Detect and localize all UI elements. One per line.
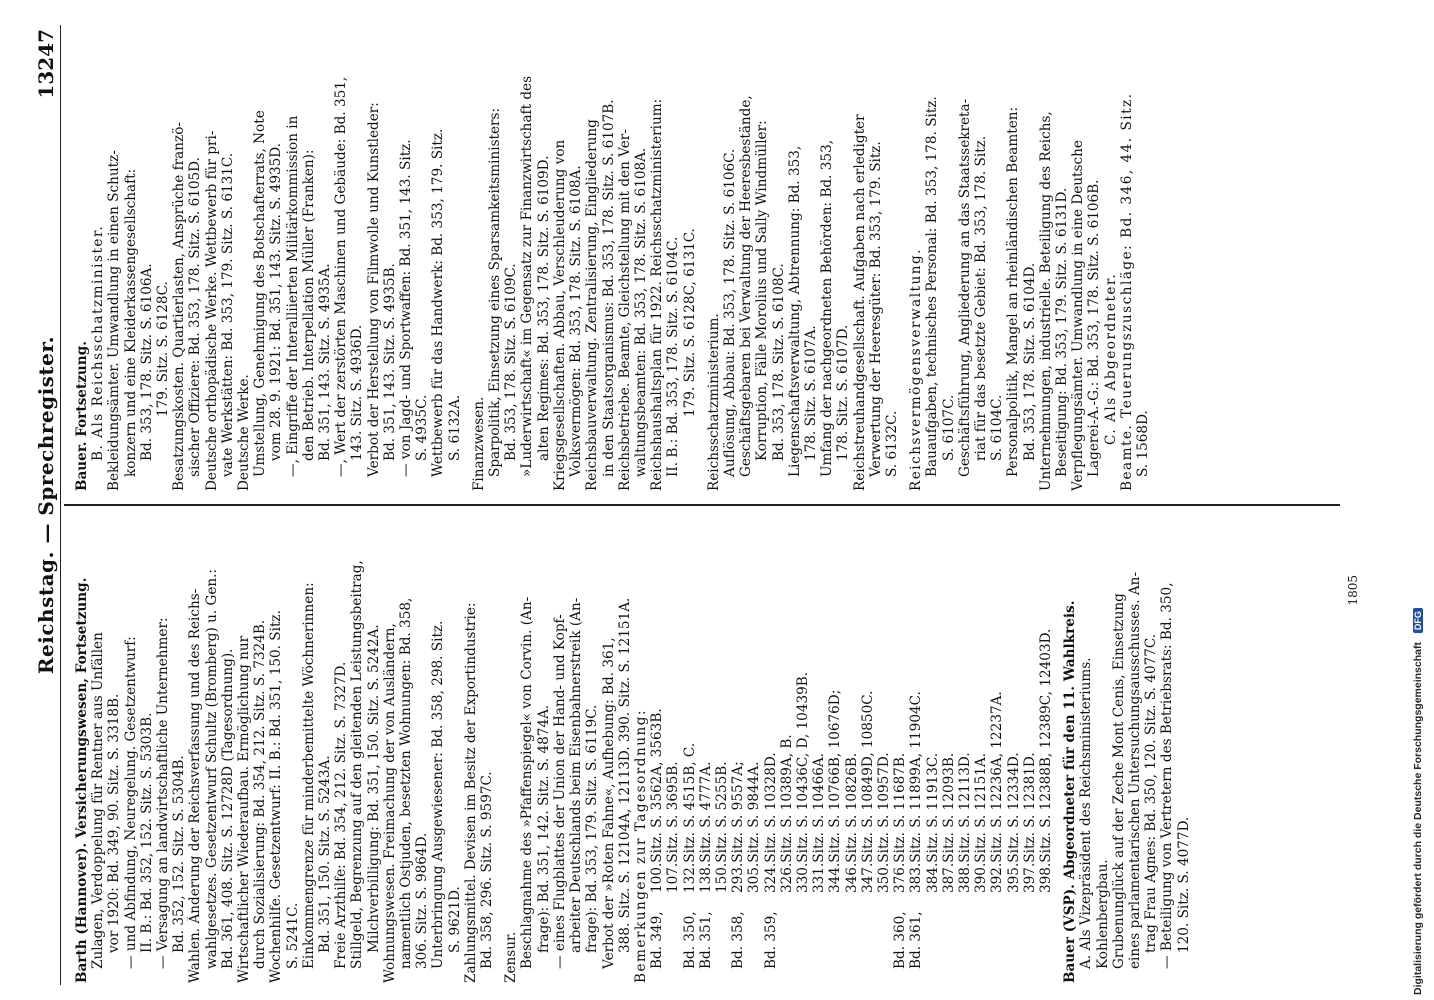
text-line [1054, 518, 1062, 983]
text-line: Bd. 353, 178. Sitz. S. 6104D. [1021, 262, 1038, 461]
text-line: Wohnungswesen. Freimachung der von Ausländern, [381, 623, 398, 983]
session-number: 326. [778, 862, 795, 893]
session-number: 383. [908, 862, 925, 893]
text-line: —, Wert der zerstörten Maschinen und Gebäude: Bd. 351, [333, 76, 350, 477]
session-number: 100. [649, 862, 666, 893]
text-line: Bd. 358, 296. Sitz. S. 9597C. [479, 771, 496, 969]
text-line: 178. Sitz. S. 6107A. [802, 325, 819, 461]
agenda-row [1006, 518, 1022, 983]
session-number: 395. [1005, 862, 1022, 893]
text-line: Kriegsgesellschaften. Abbau, Verschleuderung von [551, 139, 568, 491]
text-line: Unterbringung Ausgewiesener: Bd. 358, 298. Sitz. [430, 620, 447, 969]
bauer-entries [1054, 518, 1192, 983]
text-line [900, 26, 908, 491]
text-line: Bd. 351, 143. Sitz. S. 4935A. [317, 263, 334, 461]
text-line: Milchverbilligung: Bd. 351, 150. Sitz. S. 5242A. [365, 624, 382, 953]
agenda-row [957, 518, 973, 983]
session-reference: Sitz. S. 4777A. [697, 761, 714, 863]
session-reference: Sitz. S. 11913C. [924, 752, 941, 863]
text-line: in den Staatsorganismus: Bd. 353, 178. Sitz. S. 6107B. [600, 99, 617, 477]
text-line: Zulagen, Verdoppelung für Rentner aus Unfällen [90, 632, 107, 969]
text-line: Grubenunglück auf der Zeche Mont Cenis, Einsetzung [1110, 593, 1127, 969]
text-line: Zahlungsmittel. Devisen im Besitz der Exportindustrie: [462, 602, 479, 983]
text-line: —, Eingriffe der Interalliierten Militärkommission in [284, 115, 301, 477]
volume-label [844, 893, 860, 983]
text-line: — eines Flugblattes der Union der Hand- und Kopf- [551, 614, 568, 969]
text-line: Reichstreuhandgesellschaft. Aufgaben nach erledigter [851, 114, 868, 491]
agenda-row [892, 518, 908, 983]
text-line: arbeiter Deutschlands beim Eisenbahnerstreik (An- [568, 597, 585, 953]
volume-label [1006, 893, 1022, 983]
text-line: Deutsche Werke. [236, 374, 253, 491]
agenda-row [876, 518, 892, 983]
agenda-row [682, 518, 698, 983]
text-line: alten Regimes: Bd. 353, 178. Sitz. S. 6109D. [535, 155, 552, 461]
text-line: Unternehmungen, industrielle. Beteiligung des Reichs, [1037, 111, 1054, 491]
session-reference: Sitz. S. 10849D, 10850C. [859, 690, 876, 863]
agenda-row [1022, 518, 1038, 983]
session-number: 397. [1021, 862, 1038, 893]
left-column [74, 518, 1192, 983]
session-reference: Sitz. S. 10328D. [762, 752, 779, 863]
text-line: S. 4935C. [414, 394, 431, 461]
text-line: trag Frau Agnes: Bd. 350, 120. Sitz. S. 4077C. [1143, 633, 1160, 953]
text-line: waltungsbeamten: Bd. 353, 178. Sitz. S. 6108A. [632, 147, 649, 477]
text-line: Reichsschatzministerium. [705, 313, 722, 491]
text-line: Bemerkungen zur Tagesordnung: [632, 708, 649, 983]
session-reference: Sitz. S. 3695B. [665, 761, 682, 863]
session-number: 150. [713, 862, 730, 893]
text-line: Bauer (VSP). Abgeordneter für den 11. Wahlkreis. [1062, 600, 1079, 983]
text-line: Bd. 353, 178. Sitz. S. 6108C. [770, 263, 787, 461]
agenda-row [811, 518, 827, 983]
agenda-row [973, 518, 989, 983]
session-number: 392. [989, 862, 1006, 893]
text-line: Stillgeld, Begrenzung auf den gleitenden Leistungsbeitrag, [349, 560, 366, 969]
volume-label [1022, 893, 1038, 983]
session-reference: Sitz. S. 9557A; [730, 761, 747, 863]
agenda-row [763, 518, 779, 983]
session-reference: Sitz. S. 12236A, 12237A. [989, 691, 1006, 863]
text-line: durch Sozialisierung: Bd. 354, 212. Sitz. S. 7324B. [252, 619, 269, 969]
session-number: 347. [859, 862, 876, 893]
text-line: S. 1568D. [1135, 410, 1151, 477]
text-line [698, 26, 706, 491]
text-line: — und Abfindung, Neuregelung. Gesetzentwurf: [122, 636, 139, 969]
text-line: — Versagung an landwirtschaftliche Unternehmer: [155, 617, 172, 969]
volume-label [665, 893, 681, 983]
volume-label [876, 893, 892, 983]
text-line: konzern und eine Kleiderkassengesellschaft: [122, 168, 139, 477]
session-reference: Sitz. S. 10466A. [811, 752, 828, 863]
session-reference: Sitz. S. 10389A, B. [778, 734, 795, 863]
session-reference: Sitz. S. 10826B. [843, 752, 860, 863]
session-number: 344. [827, 862, 844, 893]
volume-label [827, 893, 843, 983]
volume-label [957, 893, 973, 983]
text-line: B. Als Reichsschatzminister. [90, 224, 107, 461]
running-title: Reichstag. — Sprechregister. [34, 335, 58, 675]
text-line: Wochenhilfe. Gesetzentwurf: II. B.: Bd. 351, 150. Sitz. [268, 610, 285, 983]
text-line: 179. Sitz. S. 6128C. [155, 281, 172, 417]
text-line: den Betrieb. Interpellation Müller (Franken): [300, 149, 317, 461]
footer-number: 1805 [1346, 575, 1360, 606]
agenda-row [989, 518, 1005, 983]
session-reference: Sitz. S. 10766B, 10676D; [827, 689, 844, 863]
right-column [74, 26, 1151, 491]
text-line: 306. Sitz. S. 9864D. [414, 832, 431, 969]
text-line: Finanzwesen. [470, 396, 487, 491]
text-line: vor 1920: Bd. 349, 90. Sitz. S. 3318B. [106, 693, 123, 953]
text-line: Sparpolitik, Einsetzung eines Sparsamkeitsministers: [487, 107, 504, 477]
session-number: 384. [924, 862, 941, 893]
text-line: C. Als Abgeordneter. [1102, 272, 1119, 445]
session-number: 346. [843, 862, 860, 893]
text-line: Liegenschaftsverwaltung, Abtrennung: Bd. 353, [786, 145, 803, 477]
session-reference: Sitz. S. 12113D. [956, 752, 973, 863]
text-line: Bd. 353, 178. Sitz. S. 6109C. [503, 263, 520, 461]
text-line: Verbot der Herstellung von Filmwolle und Kunstleder: [365, 102, 382, 477]
text-line: S. 6132C. [883, 410, 900, 477]
text-line: vom 28. 9. 1921: Bd. 351, 143. Sitz. S. 4935D. [268, 142, 285, 461]
text-line: frage): Bd. 351, 142. Sitz. S. 4874A. [535, 704, 552, 953]
volume-label: Bd. 360, [892, 911, 909, 969]
text-line: Besatzungskosten. Quartierlasten, Ansprüche franzö- [171, 122, 188, 491]
text-line: Umstellung, Genehmigung des Botschafterrats, Note [252, 110, 269, 477]
text-line: Personalpolitik, Mangel an rheinländischen Beamten: [1005, 106, 1022, 477]
text-line: Deutsche orthopädische Werke. Wettbewerb für pri- [203, 130, 220, 491]
text-line: A. Als Vizepräsident des Reichsministeriums. [1078, 657, 1095, 969]
agenda-row [844, 518, 860, 983]
text-line: S. 6132A. [446, 394, 463, 461]
session-reference: Sitz. S. 12334D. [1005, 752, 1022, 863]
text-line: Verpflegungsämter. Umwandlung in eine Deutsche [1070, 140, 1087, 491]
volume-label [714, 893, 730, 983]
agenda-row [925, 518, 941, 983]
volume-label [779, 893, 795, 983]
text-line: wahlgesetzes. Gesetzentwurf Schultz (Bromberg) u. Gen.: [203, 568, 220, 969]
column-divider [64, 505, 1340, 507]
session-reference: Sitz. S. 10436C, D, 10439B. [794, 671, 811, 863]
text-line: Freie Arzthilfe: Bd. 354, 212. Sitz. S. 7327D. [333, 661, 350, 969]
text-line: frage): Bd. 353, 179. Sitz. S. 6119C. [584, 704, 601, 953]
text-line [495, 518, 503, 983]
session-reference: Sitz. S. 5255B. [713, 761, 730, 863]
text-line: Zensur. [503, 931, 520, 983]
agenda-row [779, 518, 795, 983]
text-line: Verwertung der Heeresgüter: Bd. 353, 179. Sitz. [867, 141, 884, 477]
text-line [463, 26, 471, 491]
text-line: Volksvermögen: Bd. 353, 178. Sitz. S. 6108A. [568, 165, 585, 477]
session-reference: Sitz. S. 12381D. [1021, 752, 1038, 863]
text-line: Bauer. Fortsetzung. [74, 341, 90, 491]
text-line: 143. Sitz. S. 4936D. [349, 324, 366, 461]
session-reference: Sitz. S. 11899A, 11904C. [908, 691, 925, 863]
session-number: 388. [956, 862, 973, 893]
text-line: vate Werkstätten: Bd. 353, 179. Sitz. S. 6131C. [219, 152, 236, 477]
right-entries [74, 26, 1151, 491]
text-line: Beseitigung: Bd. 353, 179. Sitz. S. 6131D. [1053, 187, 1070, 477]
agenda-row [714, 518, 730, 983]
volume-label [811, 893, 827, 983]
session-reference: Sitz. S. 9844A. [746, 761, 763, 863]
volume-label [925, 893, 941, 983]
text-line: 178. Sitz. S. 6107D. [835, 324, 852, 461]
text-line: S. 9621D. [446, 886, 463, 953]
text-line: S. 5241C. [284, 902, 301, 969]
text-line: Beschlagnahme des »Pfaffenspiegel« von Corvin. (An- [519, 596, 536, 969]
text-line: Bd. 351, 150. Sitz. S. 5243A. [317, 755, 334, 953]
session-number: 138. [697, 862, 714, 893]
volume-label [1038, 893, 1054, 983]
text-line: Verbot der »Roten Fahne«, Aufhebung: Bd. 361, [600, 637, 617, 969]
agenda-row [665, 518, 681, 983]
text-line: Geschäftsgebaren bei Verwaltung der Heeresbestände, [738, 95, 755, 477]
text-line: Korruption, Fälle Morolius und Sally Windmüller: [754, 120, 771, 461]
session-reference: Sitz. S. 12093B. [940, 752, 957, 863]
session-number: 387. [940, 862, 957, 893]
volume-label: Bd. 358, [730, 911, 747, 969]
session-reference: Sitz. S. 12151A. [973, 752, 990, 863]
text-line: »Luderwirtschaft« im Gegensatz zur Finanzwirtschaft des [519, 75, 536, 477]
text-line: namentlich Ostjuden, besetzten Wohnungen: Bd. 358, [398, 597, 415, 969]
agenda-row [908, 518, 924, 983]
text-line: Auflösung, Abbau: Bd. 353, 178. Sitz. S. 6106C. [721, 148, 738, 477]
agenda-row [649, 518, 665, 983]
text-line: Bauaufgaben, technisches Personal: Bd. 353, 178. Sitz. [924, 96, 941, 477]
volume-label [860, 893, 876, 983]
session-reference: Sitz. S. 12388B, 12389C, 12403D. [1037, 628, 1054, 863]
session-number: 331. [811, 862, 828, 893]
text-line: S. 6104C. [989, 394, 1006, 461]
text-line: Reichsbetriebe. Beamte, Gleichstellung mit den Ver- [616, 129, 633, 491]
session-number: 398. [1037, 862, 1054, 893]
text-line: II. B.: Bd. 352, 152. Sitz. S. 5303B. [138, 712, 155, 953]
page-header [30, 25, 61, 985]
text-line: Bekleidungsämter. Umwandlung in einen Schutz- [106, 150, 123, 491]
text-line: Geschäftsführung, Angliederung an das Staatssekreta- [956, 98, 973, 477]
volume-label [973, 893, 989, 983]
volume-label [941, 893, 957, 983]
text-line: Reichsvermögensverwaltung. [908, 247, 925, 491]
volume-label: Bd. 361, [908, 911, 925, 969]
text-line: Lagerei-A.-G.: Bd. 353, 178. Sitz. S. 6106B. [1086, 179, 1103, 477]
text-line: Bd. 361, 408. Sitz. S. 12728D (Tagesordnung). [219, 648, 236, 969]
agenda-row [827, 518, 843, 983]
text-line: Barth (Hannover). Versicherungswesen, Fortsetzung. [74, 577, 90, 983]
agenda-row [730, 518, 746, 983]
text-line: S. 6107C. [940, 394, 957, 461]
text-line: Kohlenbergbau. [1094, 859, 1111, 969]
text-line: Bd. 353, 178. Sitz. S. 6106A. [138, 263, 155, 461]
text-line: Beamte. Teuerungszuschläge: Bd. 346, 44. Sitz. [1118, 92, 1135, 491]
agenda-remarks-table [649, 518, 1054, 983]
text-line: Umfang der nachgeordneten Behörden: Bd. 353, [819, 139, 836, 477]
volume-label [795, 893, 811, 983]
agenda-row [941, 518, 957, 983]
text-line: — von Jagd- und Sportwaffen: Bd. 351, 143. Sitz. [398, 139, 415, 477]
session-reference: Sitz. S. 11687B. [892, 752, 909, 863]
session-reference: Sitz. S. 3562A, 3563B. [649, 708, 666, 863]
text-line: Bd. 352, 152. Sitz. S. 5304B. [171, 755, 188, 953]
text-line: II. B.: Bd. 353, 178. Sitz. S. 6104C. [665, 236, 682, 477]
dfg-logo: DFG [1413, 608, 1423, 633]
session-number: 390. [973, 862, 990, 893]
funding-text: Digitalisierung gefördert durch die Deutsche Forschungsgemeinschaft [1412, 642, 1424, 995]
session-number: 293. [730, 862, 747, 893]
session-reference: Sitz. S. 4515B, C. [681, 742, 698, 863]
register-page [30, 15, 1360, 995]
volume-label: Bd. 349, [649, 911, 666, 969]
text-line: 388. Sitz. S. 12104A, 12113D. 390. Sitz. S. 12151A. [616, 597, 633, 953]
agenda-row [746, 518, 762, 983]
text-line: Reichshaushaltsplan für 1922. Reichsschatzministerium: [649, 98, 666, 491]
session-number: 324. [762, 862, 779, 893]
text-line: riat für das besetzte Gebiet: Bd. 353, 178. Sitz. [972, 135, 989, 461]
text-line: Einkommengrenze für minderbemittelte Wöchnerinnen: [300, 582, 317, 969]
session-number: 132. [681, 862, 698, 893]
session-reference: Sitz. S. 10957D. [875, 752, 892, 863]
text-line: — Beteiligung von Vertretern des Betriebsrats: Bd. 350, [1159, 582, 1176, 969]
text-line: 179. Sitz. S. 6128C, 6131C. [681, 228, 698, 417]
volume-label [989, 893, 1005, 983]
session-number: 330. [794, 862, 811, 893]
agenda-row [1038, 518, 1054, 983]
volume-label: Bd. 350, [681, 911, 698, 969]
funding-note [1412, 5, 1430, 995]
agenda-row [860, 518, 876, 983]
session-number: 376. [892, 862, 909, 893]
volume-label: Bd. 351, [697, 911, 714, 969]
page-number: 13247 [34, 29, 58, 99]
text-line: Wettbewerb für das Handwerk: Bd. 353, 179. Sitz. [430, 128, 447, 477]
text-line: Wahlen. Änderung der Reichsverfassung und des Reichs- [187, 588, 204, 983]
session-number: 305. [746, 862, 763, 893]
text-line: sischer Offiziere: Bd. 353, 178. Sitz. S. 6105D. [187, 157, 204, 477]
text-line: Reichsbauverwaltung. Zentralisierung, Eingliederung [584, 119, 601, 491]
text-line: 120. Sitz. S. 4077D. [1175, 816, 1192, 953]
left-entries [74, 518, 649, 983]
text-line: Bd. 351, 143. Sitz. S. 4935B. [381, 263, 398, 461]
agenda-row [795, 518, 811, 983]
volume-label: Bd. 359, [762, 911, 779, 969]
session-number: 107. [665, 862, 682, 893]
text-line: eines parlamentarischen Untersuchungsausschusses. An- [1127, 571, 1143, 969]
volume-label [746, 893, 762, 983]
session-number: 350. [875, 862, 892, 893]
text-line: Wirtschaftlicher Wiederaufbau. Ermöglichung nur [236, 635, 253, 983]
agenda-row [698, 518, 714, 983]
